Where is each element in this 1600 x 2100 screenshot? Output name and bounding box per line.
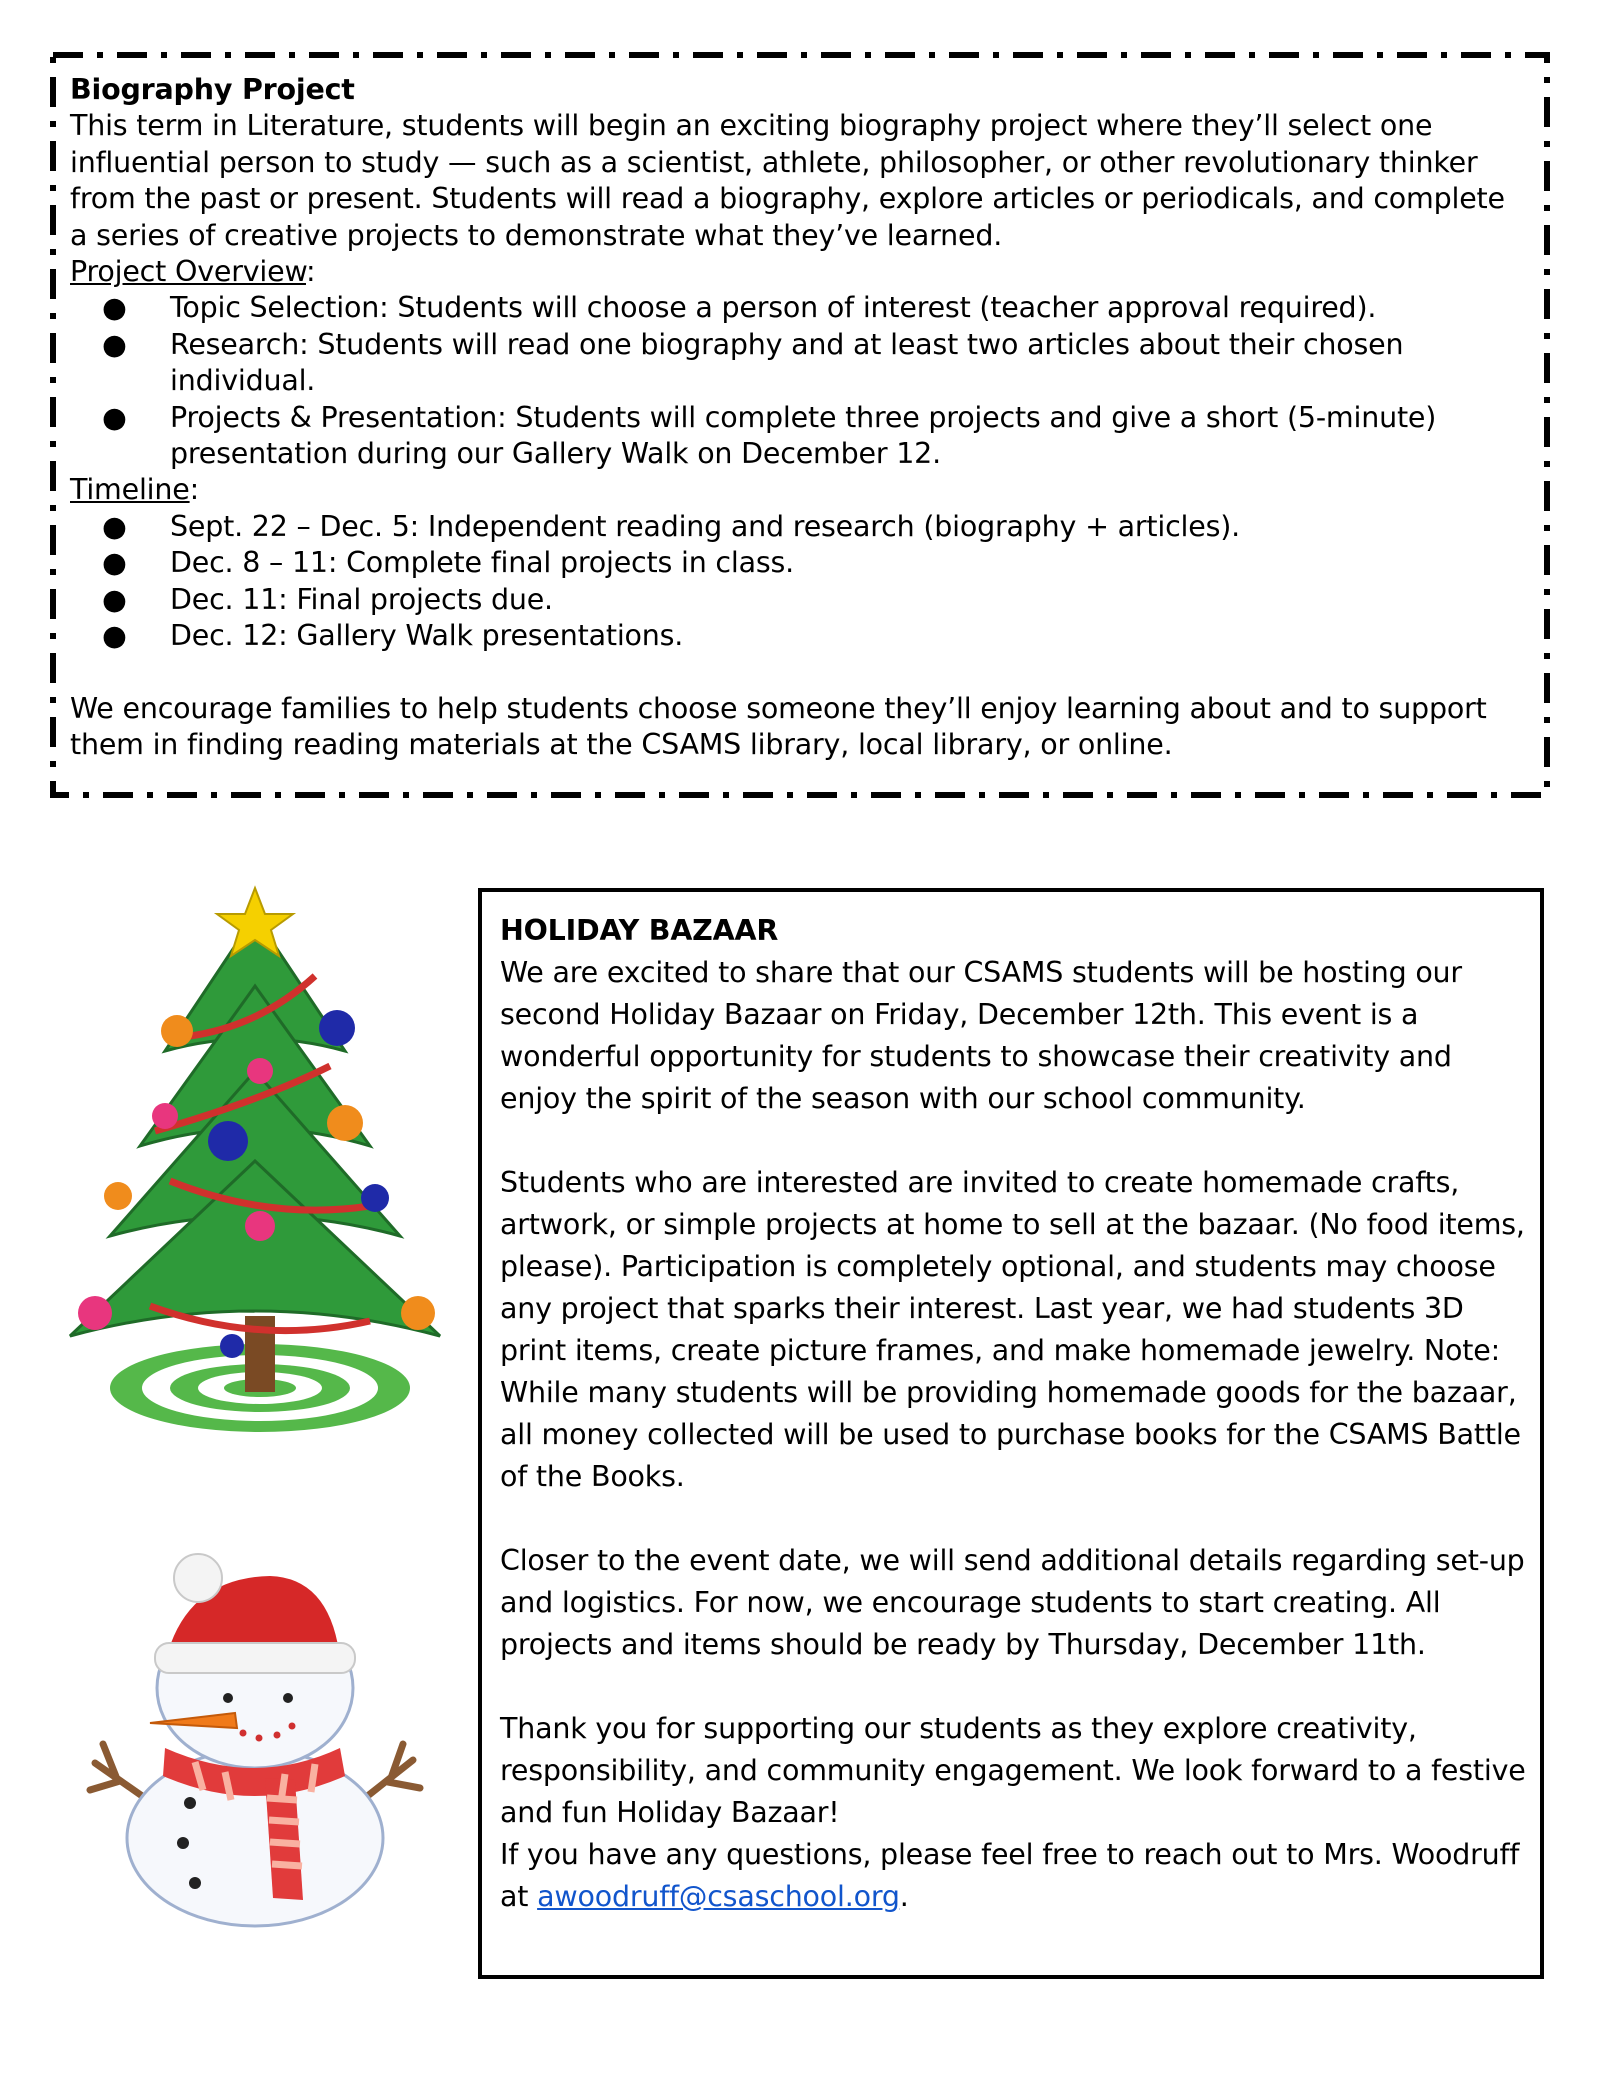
bullet-icon: ● — [102, 509, 127, 543]
holiday-paragraph: Thank you for supporting our students as they explore creativity, responsibility, and community engagement. We look forward to a festive and fun Holiday Bazaar! — [500, 1712, 1526, 1829]
holiday-paragraph: Students who are interested are invited to create homemade crafts, artwork, or simple projects at home to sell at the bazaar. (No food items, please). Participation is completely optional, and students may choose any project that sparks their interest. Last year, we had students 3D print items, create picture frames, and make homemade jewelry. Note: While many students will be providing homemade goods for the bazaar, all money collected will be used to purchase books for the CSAMS Battle of the Books. — [500, 1166, 1525, 1493]
bullet-icon: ● — [102, 400, 127, 434]
bullet-icon: ● — [102, 327, 127, 361]
list-item: ● Projects & Presentation: Students will complete three projects and give a short (5-minute) presentation during our Gallery Walk on December 12. — [102, 400, 1437, 471]
overview-heading-line: Project Overview: — [70, 255, 316, 289]
biography-section — [50, 52, 1550, 798]
overview-list — [70, 290, 1530, 472]
timeline-heading: Timeline — [70, 473, 190, 507]
list-item: ● Dec. 12: Gallery Walk presentations. — [70, 618, 1530, 654]
list-item: ● Sept. 22 – Dec. 5: Independent reading and research (biography + articles). — [70, 509, 1530, 545]
christmas-tree-icon — [60, 876, 450, 1436]
timeline-list — [70, 509, 1530, 655]
overview-heading: Project Overview — [70, 255, 306, 289]
holiday-bazaar-section — [478, 888, 1544, 1979]
holiday-title: HOLIDAY BAZAAR — [500, 914, 779, 947]
holiday-paragraph: We are excited to share that our CSAMS students will be hosting our second Holiday Bazaar on Friday, December 12th. This event is a wonderful opportunity for students to showcase their creativity and enjoy the spirit of the season with our school community. — [500, 956, 1462, 1115]
biography-intro: This term in Literature, students will begin an exciting biography project where they’ll select one influential person to study — such as a scientist, athlete, philosopher, or other revolutionary thinker from the past or present. Students will read a biography, explore articles or periodicals, and complete a series of creative projects to demonstrate what they’ve learned. — [70, 109, 1505, 252]
bullet-icon: ● — [102, 619, 127, 653]
biography-closing: We encourage families to help students choose someone they’ll enjoy learning about and to support them in finding reading materials at the CSAMS library, local library, or online. — [70, 691, 1487, 761]
biography-title: Biography Project — [70, 73, 355, 106]
bullet-icon: ● — [102, 291, 127, 325]
bullet-icon: ● — [102, 582, 127, 616]
contact-line: If you have any questions, please feel free to reach out to Mrs. Woodruff at awoodruff@csaschool.org. — [500, 1838, 1520, 1913]
bullet-icon: ● — [102, 546, 127, 580]
timeline-heading-line: Timeline: — [70, 473, 199, 507]
list-item: ● Research: Students will read one biography and at least two articles about their chosen individual. — [102, 327, 1404, 398]
list-item: ● Dec. 11: Final projects due. — [70, 582, 1530, 618]
snowman-icon — [85, 1548, 425, 1928]
holiday-paragraph: Closer to the event date, we will send additional details regarding set-up and logistics. For now, we encourage students to start creating. All projects and items should be ready by Thursday, December 11th. — [500, 1544, 1525, 1661]
list-item: ● Dec. 8 – 11: Complete final projects in class. — [70, 545, 1530, 581]
list-item: ● Topic Selection: Students will choose a person of interest (teacher approval required). — [70, 290, 1530, 326]
email-link[interactable]: awoodruff@csaschool.org — [537, 1880, 900, 1913]
